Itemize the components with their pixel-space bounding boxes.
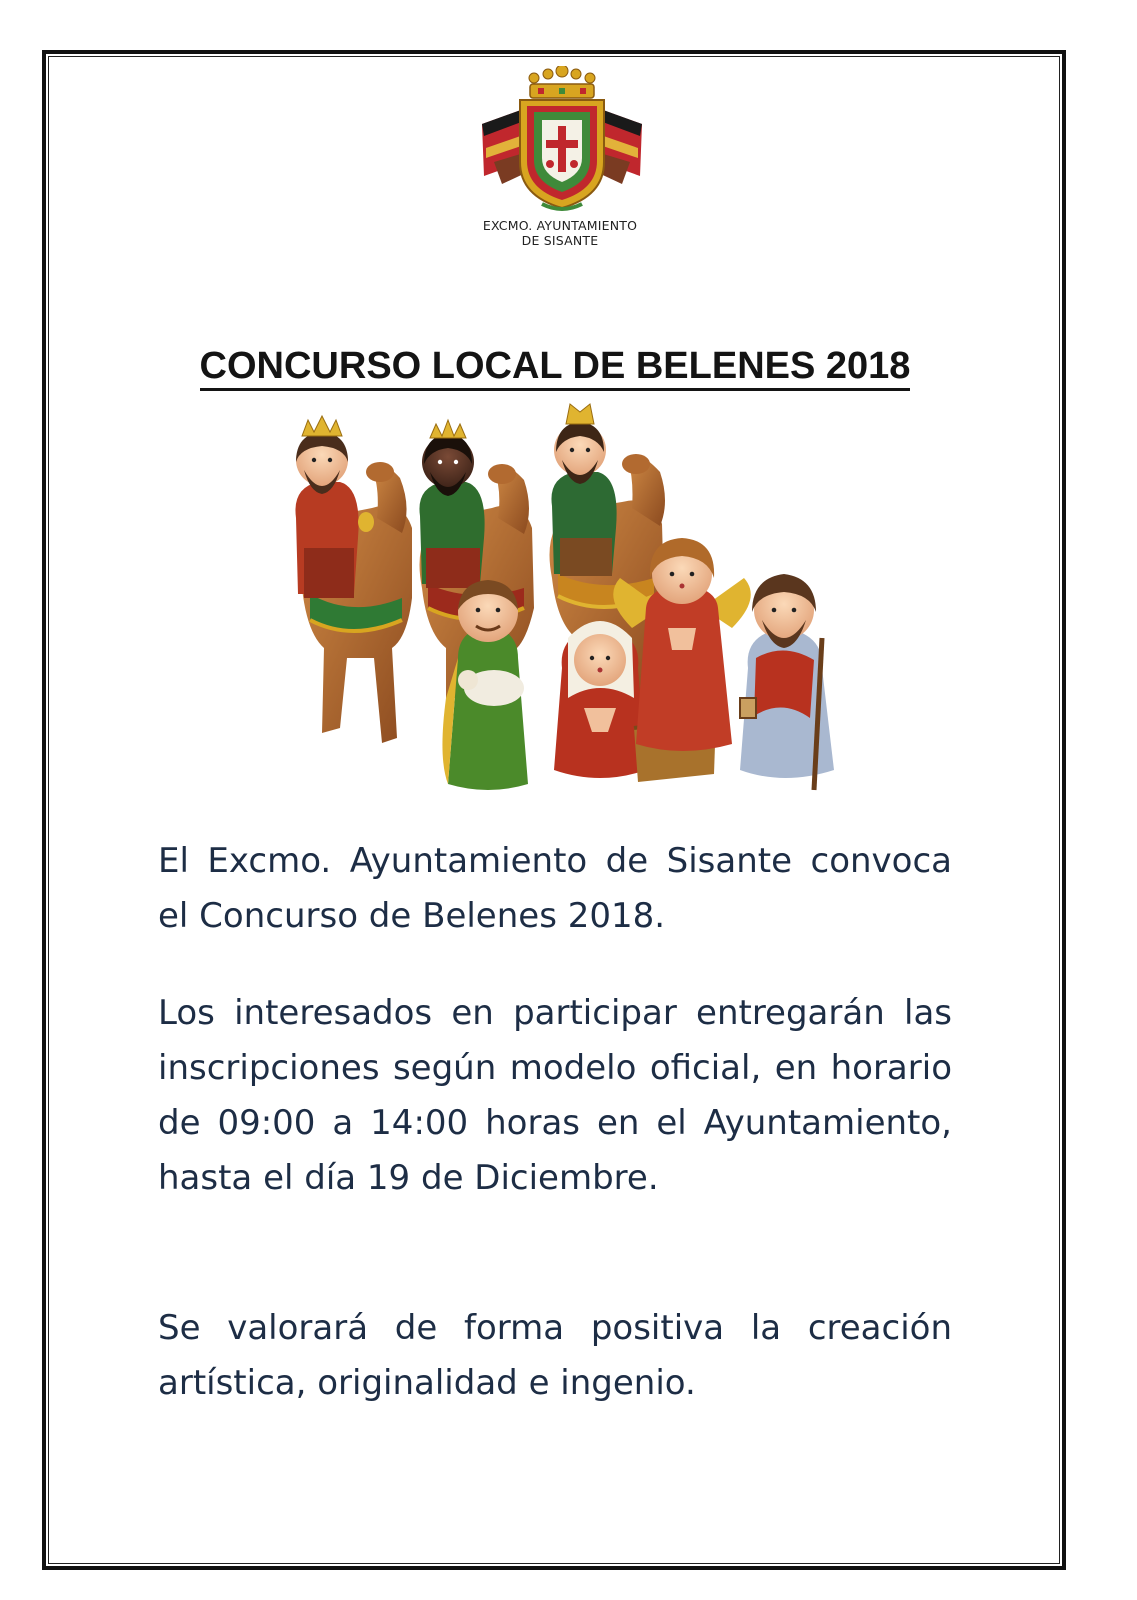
page-title xyxy=(150,343,960,389)
paragraph-registration: Los interesados en participar entregarán las inscripciones según modelo oficial, en horario de 09:00 a 14:00 horas en el Ayuntamiento, hasta el día 19 de Diciembre. xyxy=(158,993,952,1198)
org-name-line-1: EXCMO. AYUNTAMIENTO xyxy=(482,218,638,233)
municipality-name xyxy=(440,218,680,248)
nativity-figurines-illustration xyxy=(262,398,846,798)
page-title-text: CONCURSO LOCAL DE BELENES 2018 xyxy=(200,345,911,391)
municipal-coat-of-arms-icon xyxy=(472,66,652,216)
paragraph-criteria: Se valorará de forma positiva la creación artística, originalidad e ingenio. xyxy=(158,1308,952,1403)
org-name-line-2: DE SISANTE xyxy=(521,233,599,248)
paragraph-announcement: El Excmo. Ayuntamiento de Sisante convoca el Concurso de Belenes 2018. xyxy=(158,841,952,936)
